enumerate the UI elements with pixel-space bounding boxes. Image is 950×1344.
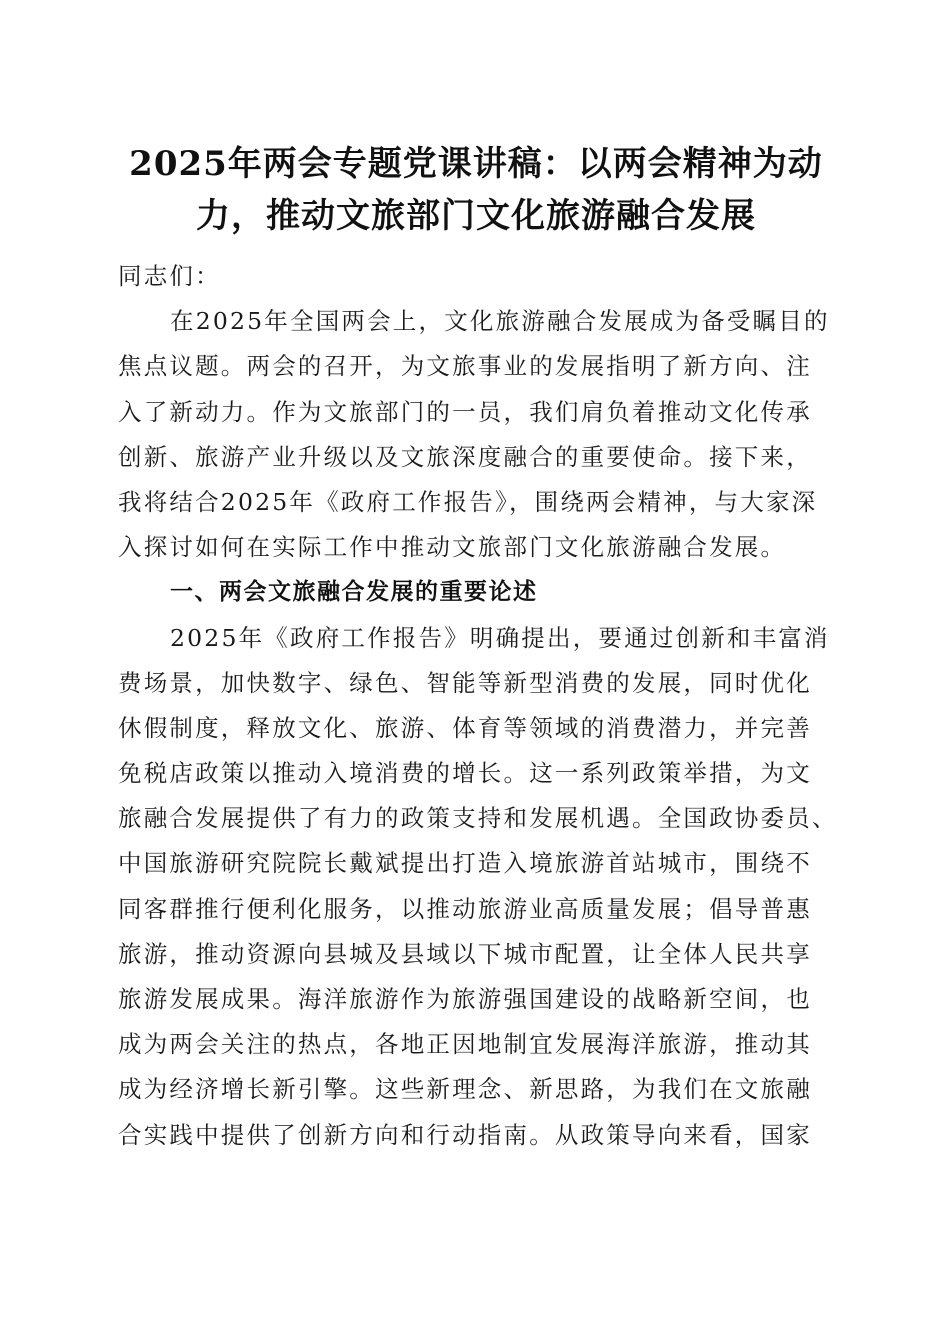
paragraph-line: 我将结合2025年《政府工作报告》，围绕两会精神，与大家深 [118,487,818,516]
paragraph-line: 焦点议题。两会的召开，为文旅事业的发展指明了新方向、注 [118,352,812,381]
paragraph-line: 入探讨如何在实际工作中推动文旅部门文化旅游融合发展。 [118,533,787,562]
paragraph-line: 合实践中提供了创新方向和行动指南。从政策导向来看，国家 [118,1120,812,1149]
paragraph-line: 在2025年全国两会上，文化旅游融合发展成为备受瞩目的 [170,307,830,336]
document-title [110,138,842,242]
paragraph-line: 成为经济增长新引擎。这些新理念、新思路，为我们在文旅融 [118,1075,812,1104]
intro-paragraph [118,299,830,570]
paragraph-line: 旅游发展成果。海洋旅游作为旅游强国建设的战略新空间，也 [118,985,812,1013]
paragraph-line: 成为两会关注的热点，各地正因地制宜发展海洋旅游，推动其 [118,1030,812,1059]
paragraph-line: 免税店政策以推动入境消费的增长。这一系列政策举措，为文 [118,759,812,788]
title-line-2: 力，推动文旅部门文化旅游融合发展 [196,196,756,236]
section-heading: 一、两会文旅融合发展的重要论述 [170,579,538,606]
paragraph-line: 休假制度，释放文化、旅游、体育等领域的消费潜力，并完善 [118,713,812,742]
paragraph-line: 创新、旅游产业升级以及文旅深度融合的重要使命。接下来， [118,442,812,471]
paragraph-line: 旅融合发展提供了有力的政策支持和发展机遇。全国政协委员、 [118,804,838,833]
document-body [118,254,838,1158]
paragraph-line: 2025年《政府工作报告》明确提出，要通过创新和丰富消 [170,623,830,652]
paragraph-line: 费场景，加快数字、绿色、智能等新型消费的发展，同时优化 [118,668,812,697]
paragraph-line: 中国旅游研究院院长戴斌提出打造入境旅游首站城市，围绕不 [118,849,812,878]
paragraph-line: 旅游，推动资源向县城及县域以下城市配置，让全体人民共享 [118,939,812,968]
salutation: 同志们： [118,262,221,290]
section-paragraph [118,616,838,1158]
title-line-1: 2025年两会专题党课讲稿：以两会精神为动 [129,144,823,184]
paragraph-line: 同客群推行便利化服务，以推动旅游业高质量发展；倡导普惠 [118,894,812,923]
paragraph-line: 入了新动力。作为文旅部门的一员，我们肩负着推动文化传承 [118,397,812,426]
